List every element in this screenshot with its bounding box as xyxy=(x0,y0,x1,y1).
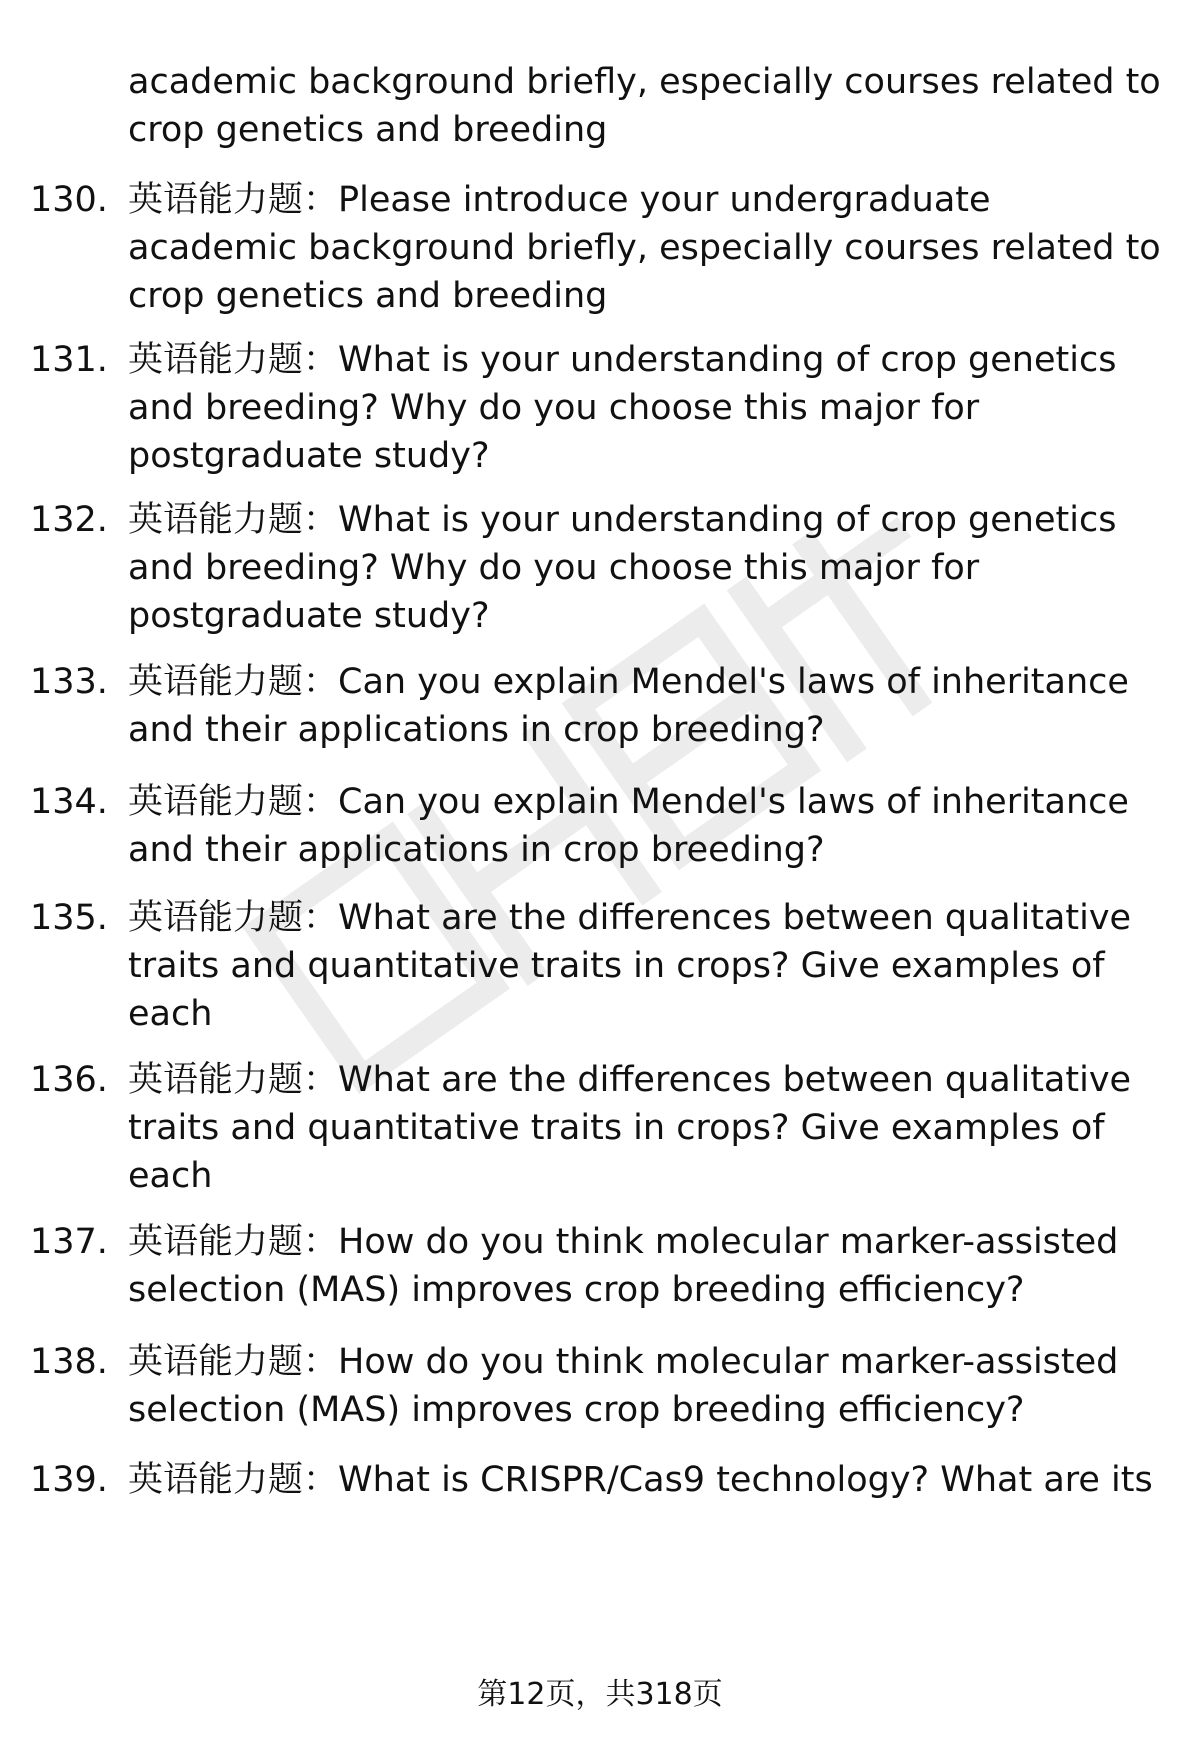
question-number: 136. xyxy=(30,1060,108,1100)
question-text: 英语能力题：What is CRISPR/Cas9 technology? What are its xyxy=(128,1460,1153,1500)
page-footer: 第12页，共318页 xyxy=(477,1677,723,1712)
question-item xyxy=(30,176,1170,320)
question-number: 137. xyxy=(30,1222,108,1262)
question-number: 131. xyxy=(30,340,108,380)
question-number: 135. xyxy=(30,898,108,938)
question-item xyxy=(30,658,1170,754)
question-number: 130. xyxy=(30,180,108,220)
question-text: 英语能力题：Can you explain Mendel's laws of inheritance and their applications in crop breeding? xyxy=(128,782,1129,870)
question-number: 134. xyxy=(30,782,108,822)
question-number: 133. xyxy=(30,662,108,702)
question-item xyxy=(30,1338,1170,1434)
question-item xyxy=(30,1218,1170,1314)
question-item xyxy=(30,778,1170,874)
question-text: 英语能力题：How do you think molecular marker-assisted selection (MAS) improves crop breeding efficiency? xyxy=(128,1222,1119,1310)
question-text: 英语能力题：Please introduce your undergraduate academic background briefly, especially courses related to crop genetics and breeding xyxy=(128,180,1161,316)
question-text: 英语能力题：What is your understanding of crop genetics and breeding? Why do you choose this major for postgraduate study? xyxy=(128,500,1117,636)
question-item xyxy=(30,496,1170,640)
question-item xyxy=(30,336,1170,480)
question-text: 英语能力题：Can you explain Mendel's laws of inheritance and their applications in crop breeding? xyxy=(128,662,1129,750)
question-item xyxy=(30,894,1170,1038)
question-text: 英语能力题：How do you think molecular marker-assisted selection (MAS) improves crop breeding efficiency? xyxy=(128,1342,1119,1430)
question-number: 139. xyxy=(30,1460,108,1500)
question-number: 138. xyxy=(30,1342,108,1382)
question-text: 英语能力题：What are the differences between qualitative traits and quantitative traits in crops? Give examples of each xyxy=(128,898,1132,1034)
question-text: 英语能力题：What is your understanding of crop genetics and breeding? Why do you choose this major for postgraduate study? xyxy=(128,340,1117,476)
continuation-text: academic background briefly, especially courses related to crop genetics and breeding xyxy=(128,62,1161,150)
question-text: 英语能力题：What are the differences between qualitative traits and quantitative traits in crops? Give examples of each xyxy=(128,1060,1132,1196)
question-item xyxy=(30,1056,1170,1200)
question-number: 132. xyxy=(30,500,108,540)
question-item xyxy=(30,1456,1170,1504)
